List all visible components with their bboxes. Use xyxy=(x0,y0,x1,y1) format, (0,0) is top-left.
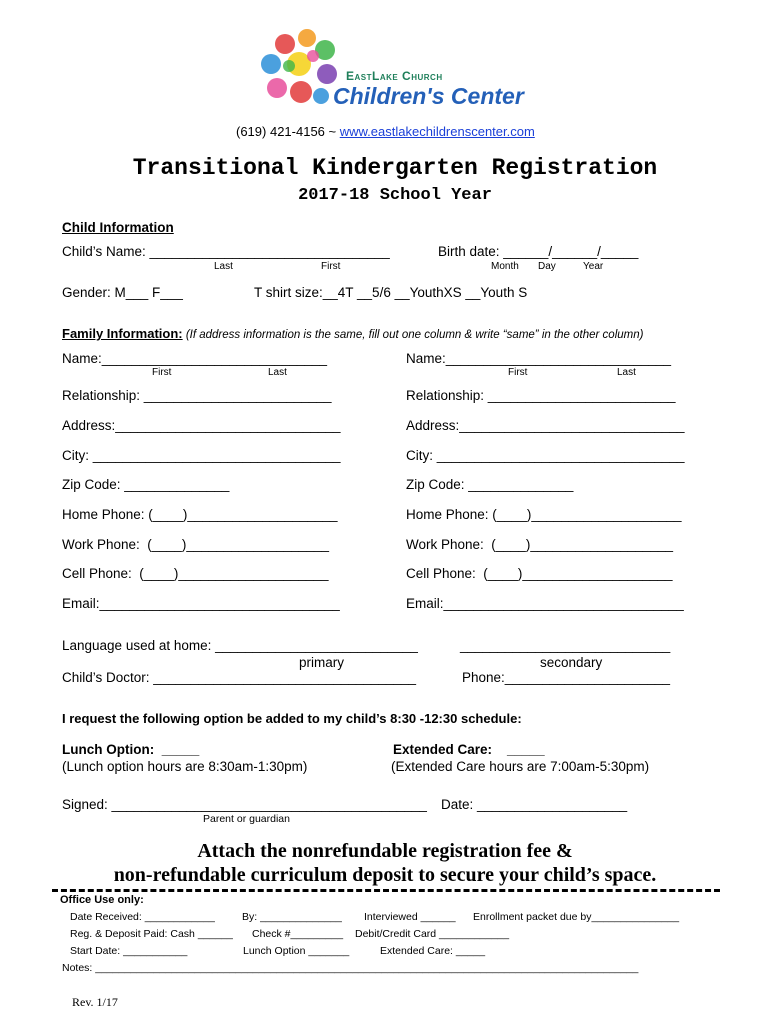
office-lunch-option[interactable]: Lunch Option _______ xyxy=(243,945,350,957)
right-email-field[interactable]: Email:________________________________ xyxy=(406,596,684,611)
notice-line2: non-refundable curriculum deposit to secure your child’s space. xyxy=(113,864,657,886)
office-interviewed[interactable]: Interviewed ______ xyxy=(364,911,456,923)
birth-date-field[interactable]: Birth date: ______/______/_____ xyxy=(438,244,639,259)
family-info-heading: Family Information: xyxy=(62,326,183,341)
office-date-received[interactable]: Date Received: ____________ xyxy=(70,911,215,923)
office-use-heading: Office Use only: xyxy=(60,894,144,906)
logo-line1: EastLake Church xyxy=(346,69,443,83)
handprints-logo-icon xyxy=(255,24,345,114)
child-info-heading: Child Information xyxy=(62,220,174,235)
doctor-phone-field[interactable]: Phone:______________________ xyxy=(462,670,670,685)
language-secondary-field[interactable]: ____________________________ xyxy=(460,638,671,653)
gender-field[interactable]: Gender: M___ F___ xyxy=(62,285,183,300)
left-home-phone-field[interactable]: Home Phone: (____)____________________ xyxy=(62,507,338,522)
logo-line2: Children's Center xyxy=(333,83,524,109)
left-zip-field[interactable]: Zip Code: ______________ xyxy=(62,477,230,492)
right-home-phone-field[interactable]: Home Phone: (____)____________________ xyxy=(406,507,682,522)
office-enrollment-packet[interactable]: Enrollment packet due by_______________ xyxy=(473,911,680,923)
language-primary-field[interactable]: Language used at home: ___________________________ xyxy=(62,638,418,653)
page-subtitle: 2017-18 School Year xyxy=(298,186,492,205)
website-link[interactable]: www.eastlakechildrenscenter.com xyxy=(339,124,535,139)
office-check[interactable]: Check #_________ xyxy=(252,928,344,940)
right-name-first-label: First xyxy=(508,367,528,378)
tshirt-size-field[interactable]: T shirt size:__4T __5/6 __YouthXS __Youth S xyxy=(254,285,528,300)
left-name-first-label: First xyxy=(152,367,172,378)
lunch-option-hours: (Lunch option hours are 8:30am-1:30pm) xyxy=(62,759,308,774)
child-name-field[interactable]: Child’s Name: ________________________________ xyxy=(62,244,390,259)
right-work-phone-field[interactable]: Work Phone: (____)___________________ xyxy=(406,537,673,552)
left-email-field[interactable]: Email:________________________________ xyxy=(62,596,340,611)
birth-year-label: Year xyxy=(583,261,604,272)
birth-day-label: Day xyxy=(538,261,556,272)
doctor-field[interactable]: Child’s Doctor: ___________________________________ xyxy=(62,670,417,685)
left-cell-phone-field[interactable]: Cell Phone: (____)____________________ xyxy=(62,566,329,581)
revision-label: Rev. 1/17 xyxy=(72,995,118,1009)
notice-line1: Attach the nonrefundable registration fee & xyxy=(197,840,573,862)
left-address-field[interactable]: Address:______________________________ xyxy=(62,418,341,433)
child-name-last-label: Last xyxy=(214,261,233,272)
office-start-date[interactable]: Start Date: ___________ xyxy=(70,945,188,957)
child-name-first-label: First xyxy=(321,261,341,272)
signature-parent-label: Parent or guardian xyxy=(203,813,290,825)
left-relationship-field[interactable]: Relationship: _________________________ xyxy=(62,388,332,403)
left-work-phone-field[interactable]: Work Phone: (____)___________________ xyxy=(62,537,329,552)
contact-phone: (619) 421-4156 ~ xyxy=(236,124,340,139)
right-cell-phone-field[interactable]: Cell Phone: (____)____________________ xyxy=(406,566,673,581)
contact-line xyxy=(236,124,535,139)
signature-field[interactable]: Signed: __________________________________________ xyxy=(62,797,427,812)
office-by[interactable]: By: ______________ xyxy=(242,911,342,923)
extended-care-field[interactable]: Extended Care: _____ xyxy=(393,742,545,757)
signature-date-field[interactable]: Date: ____________________ xyxy=(441,797,628,812)
divider-dashed xyxy=(52,889,720,892)
family-info-note: (If address information is the same, fill out one column & write “same” in the other column) xyxy=(182,329,644,341)
extended-care-hours: (Extended Care hours are 7:00am-5:30pm) xyxy=(391,759,650,774)
page-title: Transitional Kindergarten Registration xyxy=(132,155,658,181)
birth-month-label: Month xyxy=(491,261,519,272)
family-info-heading-line xyxy=(62,326,643,341)
right-relationship-field[interactable]: Relationship: _________________________ xyxy=(406,388,676,403)
right-zip-field[interactable]: Zip Code: ______________ xyxy=(406,477,574,492)
option-request-text: I request the following option be added to my child’s 8:30 -12:30 schedule: xyxy=(62,711,522,726)
office-extended-care[interactable]: Extended Care: _____ xyxy=(380,945,486,957)
right-city-field[interactable]: City: _________________________________ xyxy=(406,448,685,463)
office-debit-credit[interactable]: Debit/Credit Card ____________ xyxy=(355,928,510,940)
right-name-field[interactable]: Name:______________________________ xyxy=(406,351,672,366)
lunch-option-field[interactable]: Lunch Option: _____ xyxy=(62,742,200,757)
office-notes[interactable]: Notes: _____________________________________________________________________________________________ xyxy=(62,962,639,974)
right-name-last-label: Last xyxy=(617,367,636,378)
left-name-last-label: Last xyxy=(268,367,287,378)
language-secondary-label: secondary xyxy=(540,655,603,670)
language-primary-label: primary xyxy=(299,655,345,670)
office-reg-deposit[interactable]: Reg. & Deposit Paid: Cash ______ xyxy=(70,928,233,940)
left-name-field[interactable]: Name:______________________________ xyxy=(62,351,328,366)
left-city-field[interactable]: City: _________________________________ xyxy=(62,448,341,463)
right-address-field[interactable]: Address:______________________________ xyxy=(406,418,685,433)
